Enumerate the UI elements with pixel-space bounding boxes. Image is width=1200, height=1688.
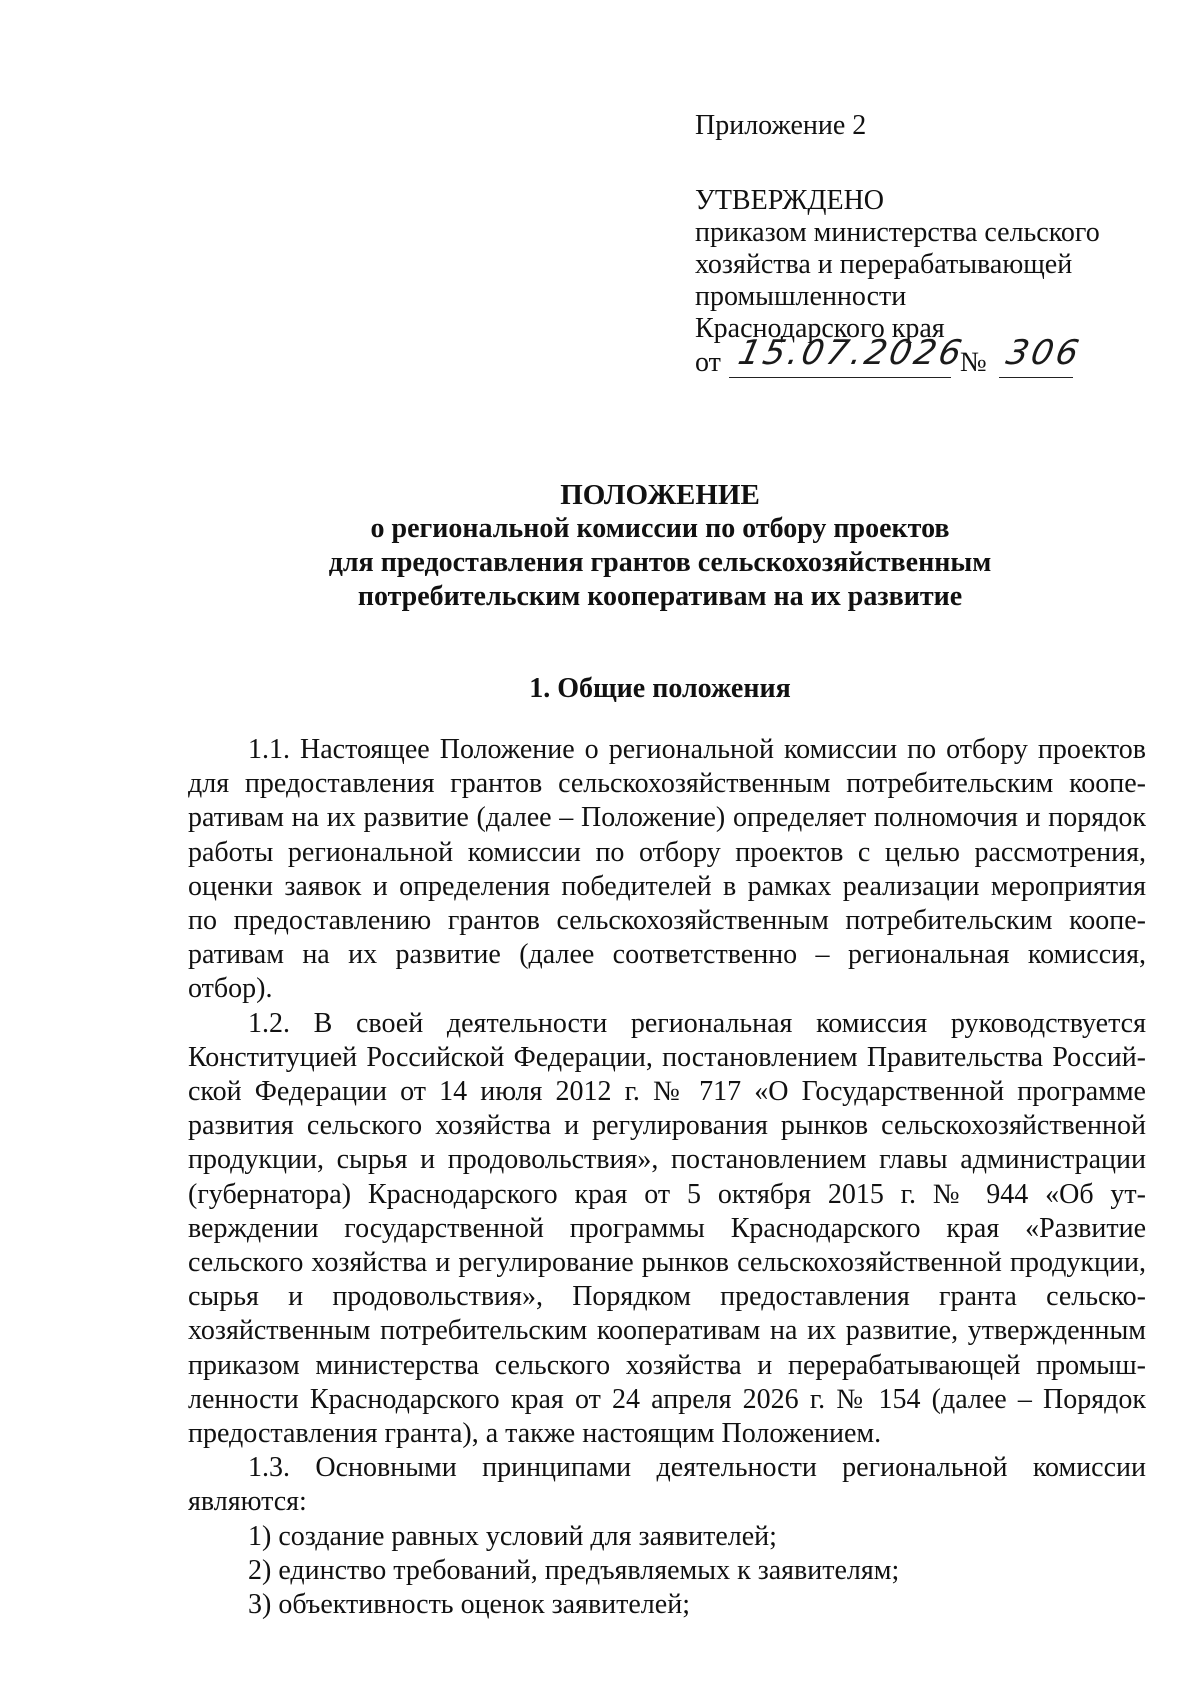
title-line: для предоставления грантов сельскохозяйственным <box>328 547 992 578</box>
paragraph-1-3: 1.3. Основными принципами деятельности региональной комиссии являются: <box>188 1452 1146 1518</box>
approval-line: приказом министерства сельского <box>695 217 1100 248</box>
paragraph-1-1: 1.1. Настоящее Положение о региональной комиссии по отбору проектов для предоставления грантов сельскохозяйственным потребительским кооперативам на их развитие (далее – Положение) определяет полномочия и порядок работы региональной комиссии по отбору проектов с целью рассмотрения, оценки заявок и определения победителей в рамках реализации мероприятия по предоставлению грантов сельскохозяйственным потребительским кооперативам на их развитие (далее соответственно – региональная комиссия, отбор). <box>188 734 1146 1005</box>
order-number-underline <box>999 377 1073 378</box>
order-number-handwritten: 306 <box>1002 333 1086 373</box>
document-title <box>120 478 1200 614</box>
list-item: 3) объективность оценок заявителей; <box>248 1589 690 1621</box>
list-item: 1) создание равных условий для заявителей; <box>248 1520 777 1552</box>
order-number-sign: № <box>960 347 987 378</box>
order-date-underline <box>729 377 951 378</box>
title-main: ПОЛОЖЕНИЕ <box>560 479 760 511</box>
appendix-label: Приложение 2 <box>695 110 867 141</box>
paragraph-1-2: 1.2. В своей деятельности региональная комиссия руководствуется Конституцией Российской Федерации, постановлением Правительства Российской Федерации от 14 июля 2012 г. № 717 «О Государственной программе развития сельского хозяйства и регулирования рынков сельскохозяйственной продукции, сырья и продовольствия», постановлением главы администрации (губернатора) Краснодарского края от 5 октября 2015 г. № 944 «Об утверждении государственной программы Краснодарского края «Развитие сельского хозяйства и регулирование рынков сельскохозяйственной продукции, сырья и продовольствия», Порядком предоставления гранта сельскохозяйственным потребительским кооперативам на их развитие, утвержденным приказом министерства сельского хозяйства и перерабатывающей промышленности Краснодарского края от 24 апреля 2026 г. № 154 (далее – Порядок предоставления гранта), а также настоящим Положением. <box>188 1007 1146 1450</box>
title-line: потребительским кооперативам на их развитие <box>357 581 963 612</box>
title-line: о региональной комиссии по отбору проектов <box>370 513 950 544</box>
approval-line: Краснодарского края <box>695 313 945 344</box>
list-item: 2) единство требований, предъявляемых к заявителям; <box>248 1554 900 1586</box>
approved-label: УТВЕРЖДЕНО <box>695 185 885 216</box>
order-line <box>695 333 1135 385</box>
approval-line: промышленности <box>695 281 907 312</box>
approval-line: хозяйства и перерабатывающей <box>695 249 1073 280</box>
order-prefix: от <box>695 347 721 378</box>
approval-block <box>695 110 1135 385</box>
body-text <box>188 733 1146 1622</box>
order-date-handwritten: 15.07.2026 <box>734 333 968 373</box>
section-heading: 1. Общие положения <box>529 673 791 704</box>
